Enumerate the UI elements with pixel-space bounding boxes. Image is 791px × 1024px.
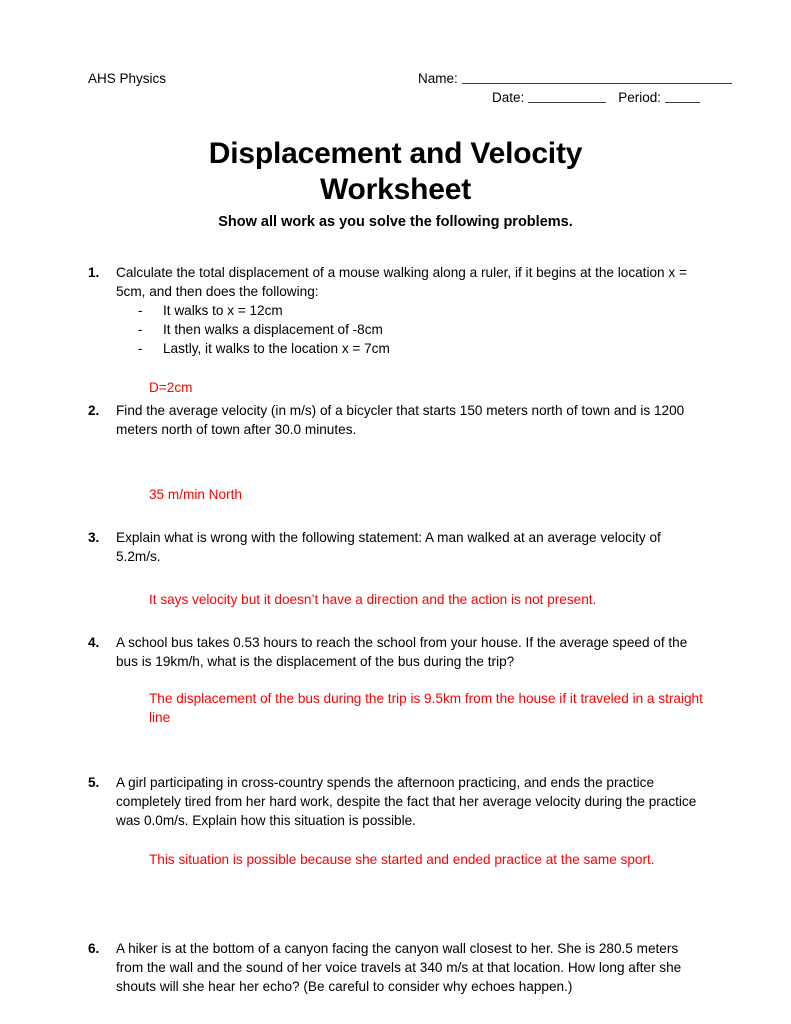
dash-bullet-icon: - <box>138 303 143 318</box>
question-number: 4. <box>88 635 100 650</box>
date-blank-line[interactable] <box>528 102 606 103</box>
title-block <box>0 136 791 232</box>
question-number: 2. <box>88 403 100 418</box>
period-blank-line[interactable] <box>665 102 700 103</box>
question-sublist <box>116 301 703 358</box>
question-number: 5. <box>88 775 100 790</box>
date-label: Date: <box>492 90 525 105</box>
question-number: 1. <box>88 265 100 280</box>
sublist-item-text: It walks to x = 12cm <box>163 303 283 318</box>
question-list <box>88 263 703 996</box>
name-field-row <box>418 70 732 87</box>
course-name: AHS Physics <box>88 71 167 86</box>
student-answer[interactable]: D=2cm <box>149 380 193 395</box>
name-blank-line[interactable] <box>462 83 732 84</box>
question-item <box>88 939 703 996</box>
sublist-item-text: Lastly, it walks to the location x = 7cm <box>163 341 390 356</box>
spacer <box>116 358 703 378</box>
sublist-item <box>116 301 703 320</box>
page-title-line-1: Displacement and Velocity <box>208 137 583 170</box>
question-item <box>88 528 703 609</box>
name-label: Name: <box>418 71 458 86</box>
sublist-item <box>116 320 703 339</box>
question-text: Calculate the total displacement of a mouse walking along a ruler, if it begins at the location x = 5cm, and then does the following: <box>116 265 687 299</box>
question-item <box>88 633 703 727</box>
period-label: Period: <box>618 90 662 105</box>
spacer <box>88 915 703 939</box>
question-item <box>88 773 703 869</box>
spacer <box>88 869 703 915</box>
sublist-item <box>116 339 703 358</box>
spacer <box>88 504 703 528</box>
dash-bullet-icon: - <box>138 341 143 356</box>
page-subtitle: Show all work as you solve the following problems. <box>218 214 573 230</box>
spacer <box>116 439 703 485</box>
question-number: 3. <box>88 530 100 545</box>
question-text: Explain what is wrong with the following statement: A man walked at an average velocity of 5.2m/s. <box>116 530 661 564</box>
question-text: A hiker is at the bottom of a canyon facing the canyon wall closest to her. She is 280.5 meters from the wall and the sound of her voice travels at 340 m/s at that location. How long after she shouts will she hear her echo? (Be careful to consider why echoes happen.) <box>116 941 682 994</box>
spacer <box>116 671 703 689</box>
spacer <box>116 830 703 850</box>
spacer <box>116 566 703 590</box>
question-text: A school bus takes 0.53 hours to reach the school from your house. If the average speed of the bus is 19km/h, what is the displacement of the bus during the trip? <box>116 635 688 669</box>
student-answer[interactable]: The displacement of the bus during the trip is 9.5km from the house if it traveled in a straight line <box>149 691 703 725</box>
student-answer[interactable]: 35 m/min North <box>149 487 242 502</box>
question-text: Find the average velocity (in m/s) of a bicycler that starts 150 meters north of town and is 1200 meters north of town after 30.0 minutes. <box>116 403 685 437</box>
question-number: 6. <box>88 941 100 956</box>
date-period-field-row <box>492 89 700 106</box>
question-text: A girl participating in cross-country spends the afternoon practicing, and ends the practice completely tired from her hard work, despite the fact that her average velocity during the practice was 0.0m/s. Explain how this situation is possible. <box>116 775 697 828</box>
page-title-line-2: Worksheet <box>319 173 472 206</box>
student-answer[interactable]: It says velocity but it doesn’t have a direction and the action is not present. <box>149 592 597 607</box>
question-item <box>88 401 703 504</box>
dash-bullet-icon: - <box>138 322 143 337</box>
spacer <box>88 609 703 633</box>
page-header <box>88 70 703 112</box>
spacer <box>88 727 703 773</box>
sublist-item-text: It then walks a displacement of -8cm <box>163 322 383 337</box>
question-item <box>88 263 703 397</box>
student-answer[interactable]: This situation is possible because she started and ended practice at the same sport. <box>149 852 655 867</box>
